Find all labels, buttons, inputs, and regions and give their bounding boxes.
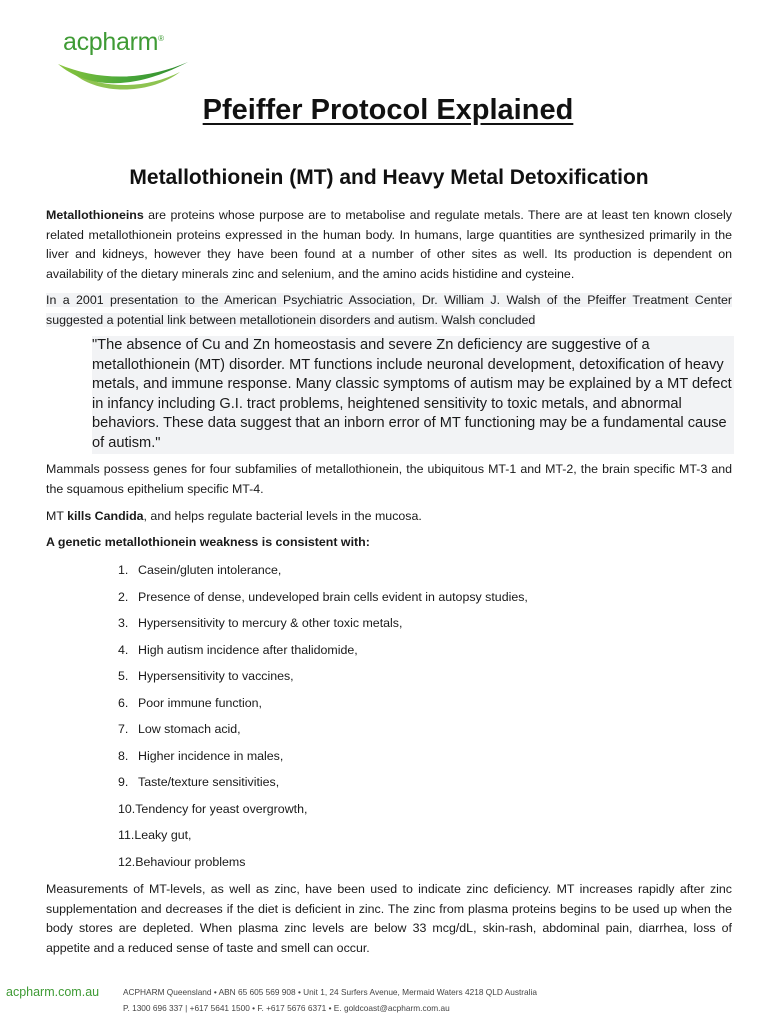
walsh-quote: "The absence of Cu and Zn homeostasis and severe Zn deficiency are suggestive of a metallothionein (MT) disorder. MT functions include neuronal development, detoxification of heavy metals, and immune response. Many classic symptoms of autism may be explained by a MT defect in infancy including G.I. tract problems, heightened sensitivity to toxic metals, and abnormal behaviors. These data suggest that an inborn error of MT functioning may be a fundamental cause of autism." xyxy=(92,336,734,454)
list-number: 11. xyxy=(118,828,135,842)
list-item xyxy=(118,666,528,693)
list-text: Higher incidence in males, xyxy=(138,748,284,763)
genetic-heading: A genetic metallothionein weakness is consistent with: xyxy=(46,535,370,549)
logo-wordmark: acpharm xyxy=(63,28,159,56)
list-number: 5. xyxy=(118,669,129,683)
walsh-text: In a 2001 presentation to the American Psychiatric Association, Dr. William J. Walsh of the Pfeiffer Treatment Center suggested a potential link between metallotionein disorders and autism. Walsh concluded xyxy=(46,293,732,327)
footer-contact xyxy=(123,985,537,1016)
list-text: Tendency for yeast overgrowth, xyxy=(135,801,308,816)
list-number: 12. xyxy=(118,854,136,869)
footer-website-link[interactable]: acpharm.com.au xyxy=(6,985,100,999)
mt-candida-paragraph xyxy=(46,507,732,527)
list-number: 10. xyxy=(118,801,136,816)
list-text: Behaviour problems xyxy=(135,854,246,869)
list-text: Taste/texture sensitivities, xyxy=(138,775,280,789)
list-item xyxy=(118,560,528,587)
list-item xyxy=(118,693,528,720)
list-item xyxy=(118,799,528,826)
intro-bold-term: Metallothioneins xyxy=(46,208,144,222)
list-number: 9. xyxy=(118,775,129,789)
list-text: Hypersensitivity to vaccines, xyxy=(138,669,294,683)
list-number: 1. xyxy=(118,563,129,577)
registered-mark: ® xyxy=(158,34,164,43)
mammals-paragraph: Mammals possess genes for four subfamilies of metallothionein, the ubiquitous MT-1 and MT-2, the brain specific MT-3 and the squamous epithelium specific MT-4. xyxy=(46,462,732,496)
list-item xyxy=(118,852,528,879)
list-text: Poor immune function, xyxy=(138,695,262,710)
list-item xyxy=(118,772,528,799)
walsh-paragraph xyxy=(46,291,732,330)
intro-text: are proteins whose purpose are to metabolise and regulate metals. There are at least ten known closely related metallothionein proteins expressed in the human body. In humans, large quantities are synthesized primarily in the liver and kidneys, however they have been found at a number of other sites as well. Its production is dependent on availability of the dietary minerals zinc and selenium, and the amino acids histidine and cysteine. xyxy=(46,208,732,281)
list-number: 3. xyxy=(118,616,129,630)
list-item xyxy=(118,587,528,614)
list-item xyxy=(118,719,528,746)
mt-suffix: , and helps regulate bacterial levels in the mucosa. xyxy=(143,509,422,523)
list-item xyxy=(118,613,528,640)
list-item xyxy=(118,640,528,667)
list-number: 2. xyxy=(118,589,129,604)
mt-prefix: MT xyxy=(46,509,68,523)
footer-address: ACPHARM Queensland • ABN 65 605 569 908 • Unit 1, 24 Surfers Avenue, Mermaid Waters 4218 QLD Australia xyxy=(123,987,537,997)
list-item xyxy=(118,825,528,852)
list-number: 4. xyxy=(118,642,129,657)
footer-phone-email: P. 1300 696 337 | +617 5641 1500 • F. +617 5676 6371 • E. goldcoast@acpharm.com.au xyxy=(123,1002,450,1013)
section-subtitle: Metallothionein (MT) and Heavy Metal Detoxification xyxy=(129,166,649,189)
list-number: 6. xyxy=(118,695,129,710)
leaf-swoosh-icon xyxy=(56,58,196,98)
page-title: Pfeiffer Protocol Explained xyxy=(202,94,574,126)
list-text: Presence of dense, undeveloped brain cells evident in autopsy studies, xyxy=(138,589,528,604)
list-item xyxy=(118,746,528,773)
list-text: Leaky gut, xyxy=(134,828,192,842)
measurements-paragraph: Measurements of MT-levels, as well as zinc, have been used to indicate zinc deficiency. MT increases rapidly after zinc supplementation and decreases if the diet is deficient in zinc. The zinc from plasma proteins begins to be used up when the body stores are depleted. When plasma zinc levels are below 33 mcg/dL, skin-rash, abdominal pain, diarrhea, loss of appetite and a reduced sense of taste and smell can occur. xyxy=(46,882,732,955)
list-text: Hypersensitivity to mercury & other toxic metals, xyxy=(138,616,403,630)
acpharm-logo xyxy=(56,28,196,100)
list-text: Casein/gluten intolerance, xyxy=(138,563,282,577)
list-number: 8. xyxy=(118,748,129,763)
list-number: 7. xyxy=(118,722,129,736)
conditions-list xyxy=(118,560,528,878)
list-text: High autism incidence after thalidomide, xyxy=(138,642,358,657)
list-text: Low stomach acid, xyxy=(138,722,241,736)
mt-bold: kills Candida xyxy=(67,509,144,523)
intro-paragraph xyxy=(46,206,732,284)
